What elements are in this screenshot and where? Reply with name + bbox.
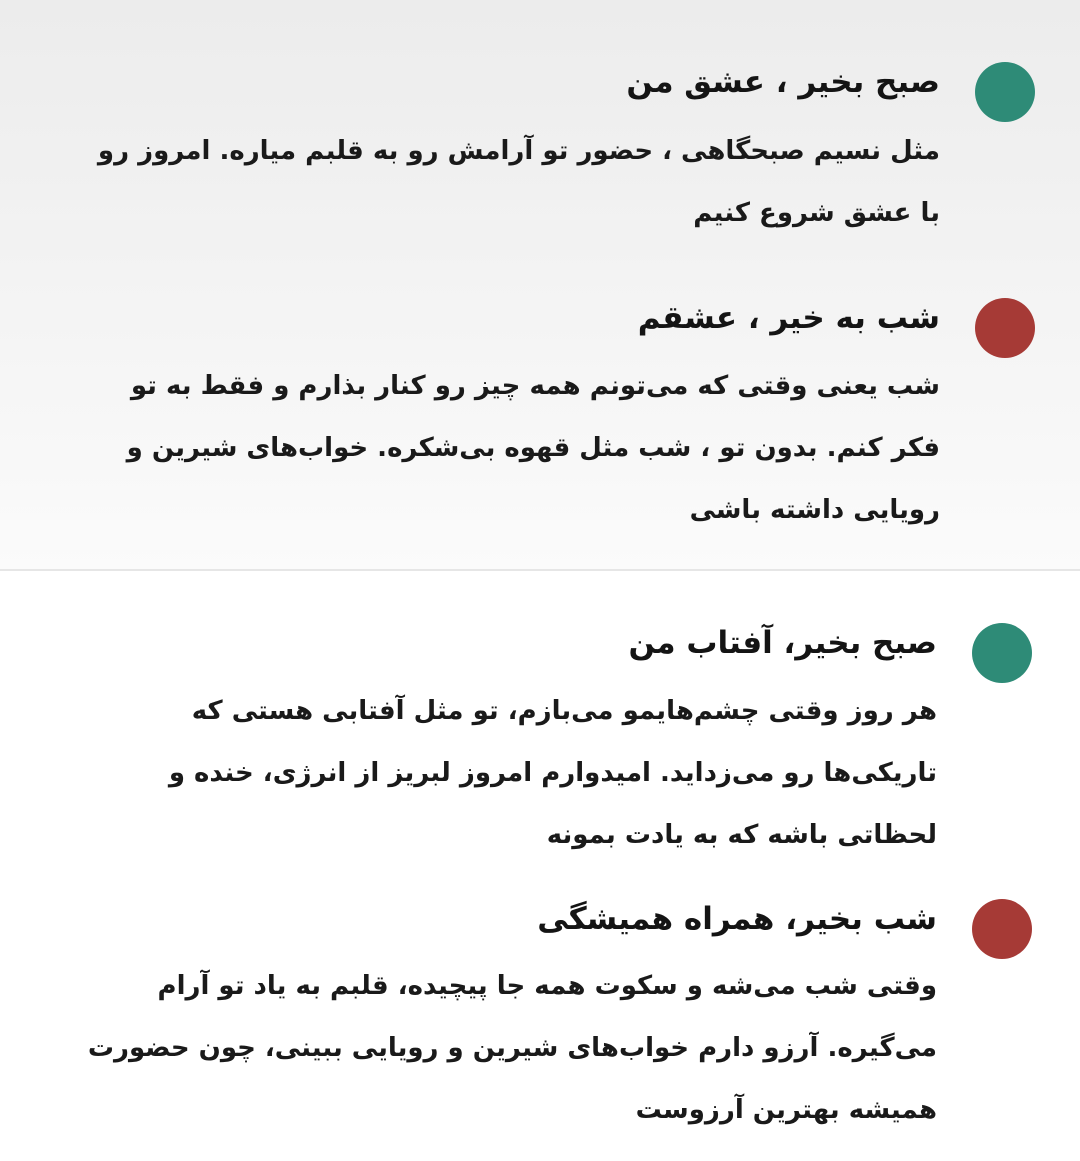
bottom-message-panel [0, 571, 1080, 1161]
message-text: مثل نسیم صبحگاهی ، حضور تو آرامش رو به قلبم میاره. امروز رو با عشق شروع کنیم [97, 136, 940, 228]
message-text: شب یعنی وقتی که می‌تونم همه چیز رو کنار بذارم و فقط به تو فکر کنم. بدون تو ، شب مثل قهوه بی‌شکره. خواب‌های شیرین و رویایی داشته باشی [126, 371, 940, 525]
message-title: شب به خیر ، عشقم [637, 300, 940, 336]
message-text: وقتی شب می‌شه و سکوت همه جا پیچیده، قلبم به یاد تو آرام می‌گیره. آرزو دارم خواب‌های شیرین و رویایی ببینی، چون حضورت همیشه بهترین آرزوست [87, 971, 937, 1125]
message-title: شب بخیر، همراه همیشگی [537, 901, 937, 937]
top-message-panel [0, 0, 1080, 570]
green-dot-icon [975, 62, 1035, 122]
message-text: هر روز وقتی چشم‌هایمو می‌بازم، تو مثل آفتابی هستی که تاریکی‌ها رو می‌زداید. امیدوارم امروز لبریز از انرژی، خنده و لحظاتی باشه که به یادت بمونه [168, 696, 937, 850]
red-dot-icon [975, 298, 1035, 358]
message-title: صبح بخیر ، عشق من [626, 64, 940, 100]
red-dot-icon [972, 899, 1032, 959]
green-dot-icon [972, 623, 1032, 683]
message-title: صبح بخیر، آفتاب من [628, 625, 937, 661]
